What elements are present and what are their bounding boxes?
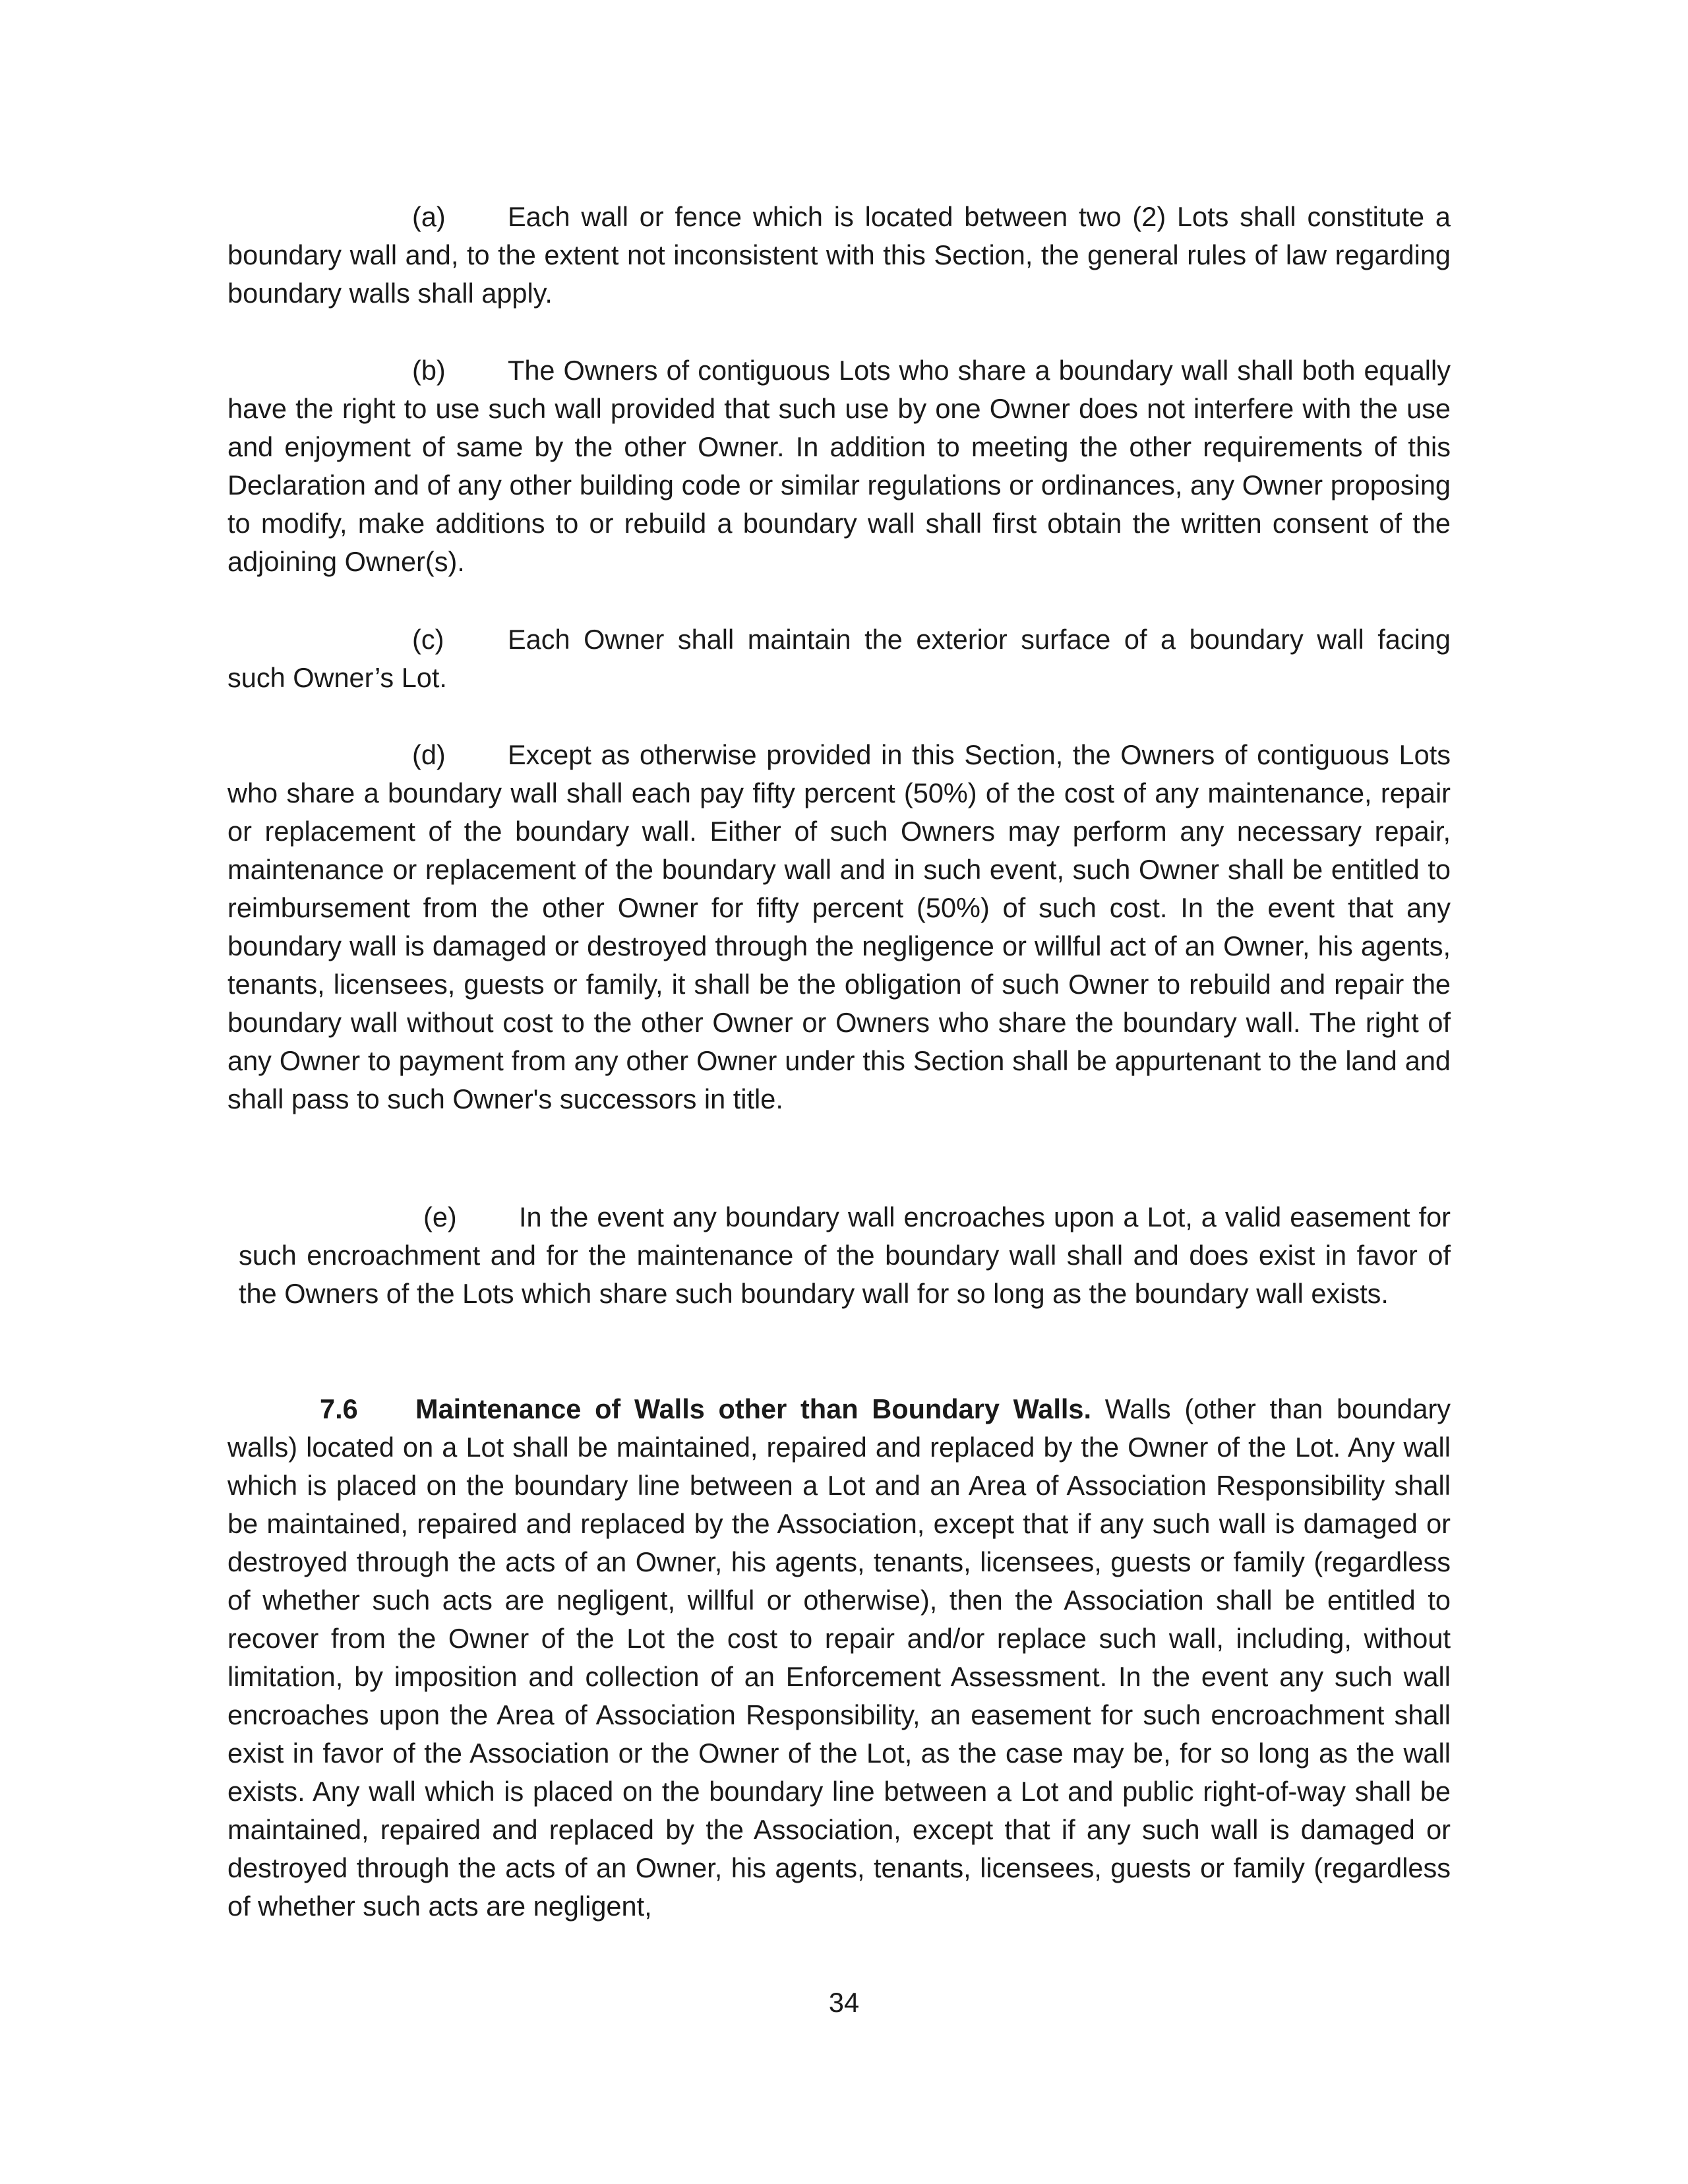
paragraph-c-text: Each Owner shall maintain the exterior surface of a boundary wall facing such Owner’s Lot.: [227, 624, 1451, 693]
section-text: Walls (other than boundary walls) located on a Lot shall be maintained, repaired and replaced by the Owner of the Lot. Any wall which is placed on the boundary line between a Lot and an Area of Association Responsibility shall be maintained, repaired and replaced by the Association, except that if any such wall is damaged or destroyed through the acts of an Owner, his agents, tenants, licensees, guests or family (regardless of whether such acts are negligent, willful or otherwise), then the Association shall be entitled to recover from the Owner of the Lot the cost to repair and/or replace such wall, including, without limitation, by imposition and collection of an Enforcement Assessment. In the event any such wall encroaches upon the Area of Association Responsibility, an easement for such encroachment shall exist in favor of the Association or the Owner of the Lot, as the case may be, for so long as the wall exists. Any wall which is placed on the boundary line between a Lot and public right-of-way shall be maintained, repaired and replaced by the Association, except that if any such wall is damaged or destroyed through the acts of an Owner, his agents, tenants, licensees, guests or family (regardless of whether such acts are negligent,: [227, 1393, 1451, 1922]
paragraph-e-text: In the event any boundary wall encroaches upon a Lot, a valid easement for such encroachment and for the maintenance of the boundary wall shall and does exist in favor of the Owners of the Lots which share such boundary wall for so long as the boundary wall exists.: [239, 1201, 1451, 1309]
paragraph-b-text: The Owners of contiguous Lots who share a boundary wall shall both equally have the right to use such wall provided that such use by one Owner does not interfere with the use and enjoyment of same by the other Owner. In addition to meeting the other requirements of this Declaration and of any other building code or similar regulations or ordinances, any Owner proposing to modify, make additions to or rebuild a boundary wall shall first obtain the written consent of the adjoining Owner(s).: [227, 355, 1451, 577]
section-number: 7.6: [320, 1393, 358, 1424]
paragraph-a-label: (a): [412, 201, 446, 232]
paragraph-d: [227, 736, 1451, 1118]
paragraph-c: [227, 621, 1451, 697]
paragraph-d-text: Except as otherwise provided in this Section, the Owners of contiguous Lots who share a boundary wall shall each pay fifty percent (50%) of the cost of any maintenance, repair or replacement of the boundary wall. Either of such Owners may perform any necessary repair, maintenance or replacement of the boundary wall and in such event, such Owner shall be entitled to reimbursement from the other Owner for fifty percent (50%) of such cost. In the event that any boundary wall is damaged or destroyed through the negligence or willful act of an Owner, his agents, tenants, licensees, guests or family, it shall be the obligation of such Owner to rebuild and repair the boundary wall without cost to the other Owner or Owners who share the boundary wall. The right of any Owner to payment from any other Owner under this Section shall be appurtenant to the land and shall pass to such Owner's successors in title.: [227, 739, 1451, 1114]
page-number: 34: [828, 1987, 860, 2018]
paragraph-e-label: (e): [423, 1201, 457, 1232]
paragraph-a: [227, 198, 1451, 313]
section-title: Maintenance of Walls other than Boundary Walls.: [415, 1393, 1092, 1424]
paragraph-b: [227, 351, 1451, 581]
paragraph-e: [239, 1198, 1451, 1313]
paragraph-c-label: (c): [412, 624, 444, 655]
section-7-6: [227, 1390, 1451, 1926]
paragraph-a-text: Each wall or fence which is located between two (2) Lots shall constitute a boundary wall and, to the extent not inconsistent with this Section, the general rules of law regarding boundary walls shall apply.: [227, 201, 1451, 309]
paragraph-b-label: (b): [412, 355, 446, 386]
paragraph-d-label: (d): [412, 739, 446, 770]
